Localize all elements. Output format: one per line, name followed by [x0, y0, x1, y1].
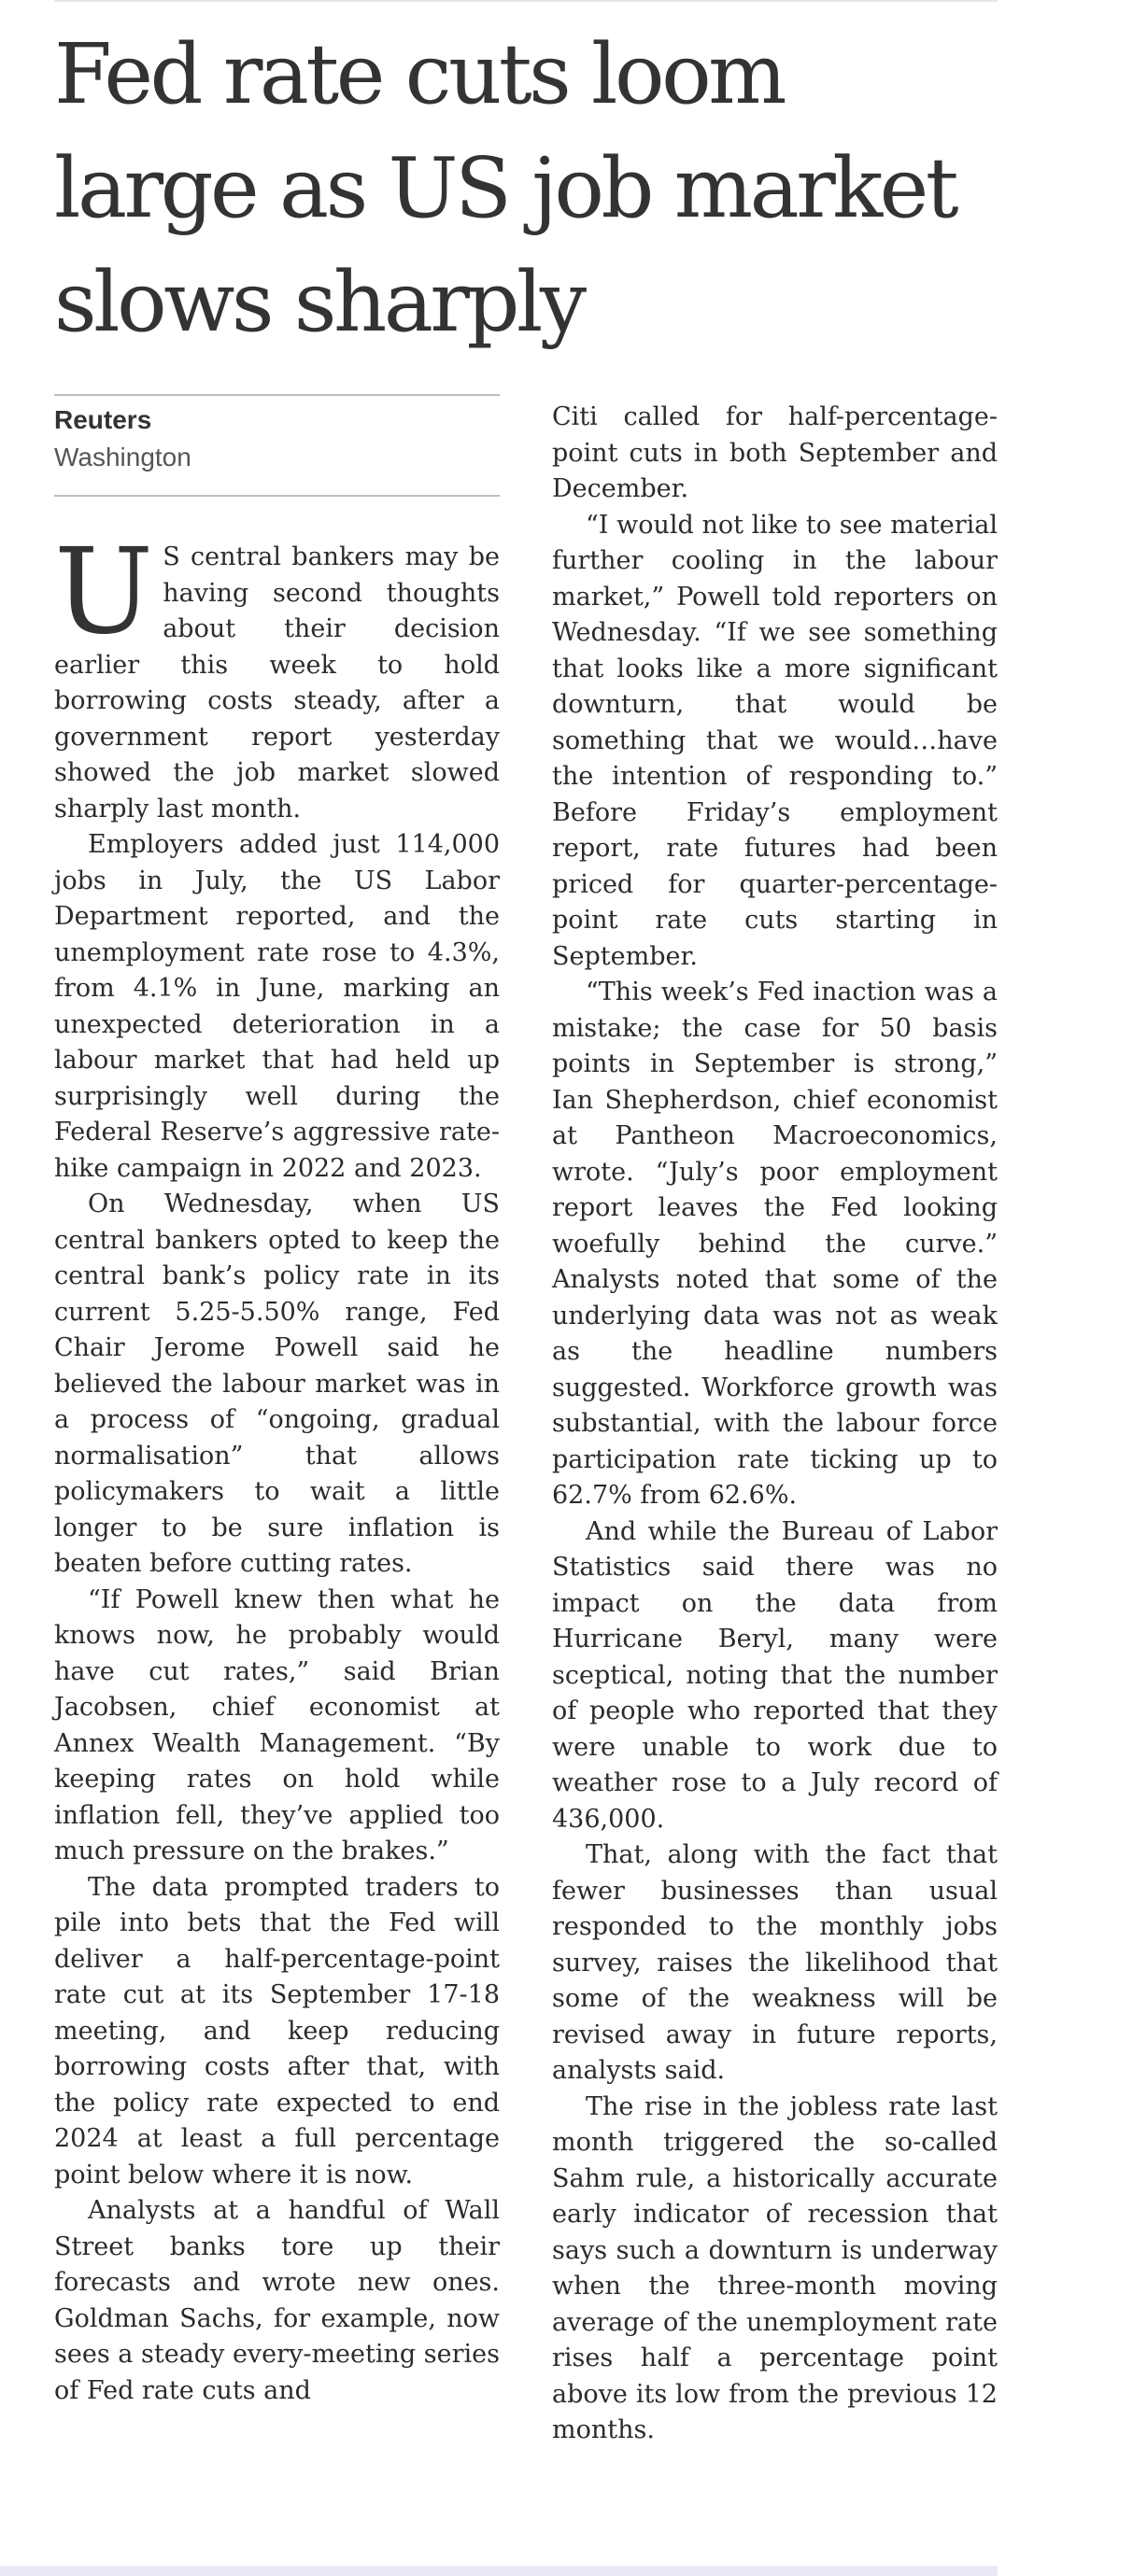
paragraph: “This week’s Fed inaction was a mistake; the case for 50 basis points in September is strong,” Ian Shepherdson, chief economist at Pantheon Macroeconomics, wrote. “July’s poor employment report leaves the Fed looking woefully behind the curve.” Analysts noted that some of the underlying data was not as weak as the headline numbers suggested. Workforce growth was substantial, with the labour force participation rate ticking up to 62.7% from 62.6%.: [552, 978, 998, 1510]
top-rule: [54, 0, 998, 2]
paragraph: Employers added just 114,000 jobs in July, the US Labor Department reported, and the unemployment rate rose to 4.3%, from 4.1% in June, marking an unexpected deterioration in a labour market that had held up surprisingly well during the Federal Reserve’s aggressive rate-hike campaign in 2022 and 2023.: [54, 830, 500, 1183]
byline-location: Washington: [54, 443, 191, 472]
paragraph: On Wednesday, when US central bankers opted to keep the central bank’s policy rate in its current 5.25-5.50% range, Fed Chair Jerome Powell said he believed the labour market was in a process of “ongoing, gradual normalisation” that allows policymakers to wait a little longer to be sure inflation is beaten before cutting rates.: [54, 1189, 500, 1578]
paragraph: Analysts at a handful of Wall Street banks tore up their forecasts and wrote new ones. Goldman Sachs, for example, now sees a steady every-meeting series of Fed rate cuts and: [54, 2196, 500, 2405]
paragraph-lead-text: S central bankers may be having second thoughts about their decision earlier this week to hold borrowing costs steady, after a government report yesterday showed the job market slowed sharply last month.: [54, 542, 500, 823]
byline-author: Reuters: [54, 405, 152, 434]
paragraph: “I would not like to see material further cooling in the labour market,” Powell told reporters on Wednesday. “If we see something that looks like a more significant downturn, that would be something that we would…have the intention of responding to.” Before Friday’s employment report, rate futures had been priced for quarter-percentage-point rate cuts starting in September.: [552, 510, 998, 971]
drop-cap: U: [54, 523, 154, 660]
paragraph: That, along with the fact that fewer businesses than usual responded to the monthly jobs survey, raises the likelihood that some of the weakness will be revised away in future reports, analysts said.: [552, 1840, 998, 2085]
article-column-right: [552, 400, 998, 2449]
paragraph: The data prompted traders to pile into bets that the Fed will deliver a half-percentage-point rate cut at its September 17-18 meeting, and keep reducing borrowing costs after that, with the policy rate expected to end 2024 at least a full percentage point below where it is now.: [54, 1872, 500, 2189]
article-column-left: [54, 523, 500, 2409]
paragraph: “If Powell knew then what he knows now, he probably would have cut rates,” said Brian Jacobsen, chief economist at Annex Wealth Management. “By keeping rates on hold while inflation fell, they’ve applied too much pressure on the brakes.”: [54, 1584, 500, 1865]
bottom-band: [0, 2566, 998, 2576]
paragraph: The rise in the jobless rate last month triggered the so-called Sahm rule, a historically accurate early indicator of recession that says such a downturn is underway when the three-month moving average of the unemployment rate rises half a percentage point above its low from the previous 12 months.: [552, 2091, 998, 2444]
paragraph-lead: [54, 523, 500, 827]
paragraph: And while the Bureau of Labor Statistics said there was no impact on the data from Hurricane Beryl, many were sceptical, noting that the number of people who reported that they were unable to work due to weather rose to a July record of 436,000.: [552, 1516, 998, 1834]
paragraph-continued: Citi called for half-percentage-point cuts in both September and December.: [552, 402, 998, 503]
headline: Fed rate cuts loom large as US job market slows sharply: [54, 25, 956, 350]
byline: [54, 394, 500, 497]
